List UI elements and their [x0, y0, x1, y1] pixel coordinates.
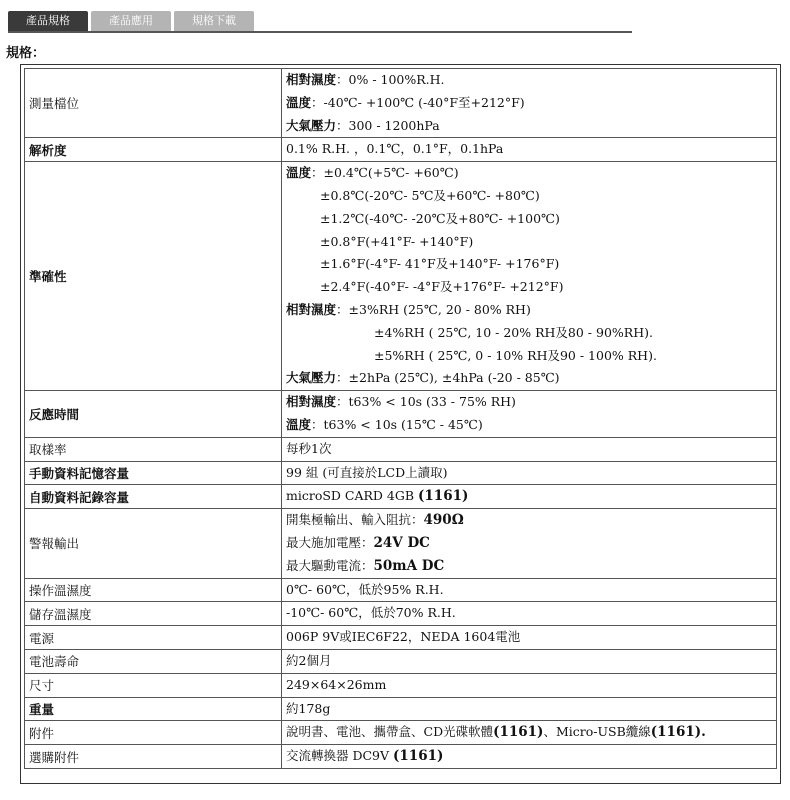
row-value	[282, 138, 777, 162]
row-value	[282, 162, 777, 391]
value-text: 每秒1次	[286, 440, 332, 456]
row-value	[282, 391, 777, 438]
value-text: ：±0.4℃(+5℃- +60℃)	[311, 165, 459, 181]
value-text: 99 組 (可直接於LCD上讀取)	[286, 464, 448, 480]
row-label: 選購附件	[25, 745, 282, 769]
value-key: 大氣壓力	[286, 370, 337, 386]
value-text: ：±2hPa (25℃), ±4hPa (-20 - 85℃)	[336, 370, 560, 386]
table-row	[25, 626, 777, 650]
row-value	[282, 485, 777, 509]
row-label: 取樣率	[25, 437, 282, 461]
value-key: 溫度	[286, 94, 312, 110]
table-row	[25, 673, 777, 697]
table-row	[25, 437, 777, 461]
row-label: 操作溫濕度	[25, 578, 282, 602]
value-text: ：0% - 100%R.H.	[336, 72, 445, 87]
tab-label: 產品規格	[26, 14, 70, 27]
value-text: ±0.8℃(-20℃- 5℃及+60℃- +80℃)	[320, 187, 540, 203]
row-label: 重量	[25, 697, 282, 721]
model-number: (1161)	[493, 724, 544, 741]
value-text: 約2個月	[286, 652, 332, 668]
value-key: 相對濕度	[286, 72, 337, 87]
tab-product-application[interactable]	[91, 11, 171, 31]
value-text: 約178g	[286, 700, 331, 716]
value-key: 溫度	[286, 165, 312, 181]
table-row	[25, 485, 777, 509]
row-value	[282, 697, 777, 721]
table-row	[25, 697, 777, 721]
value-text: ±1.2℃(-40℃- -20℃及+80℃- +100℃)	[320, 210, 560, 226]
row-label: 電源	[25, 626, 282, 650]
model-number: (1161)	[418, 488, 469, 505]
value-text: 最大驅動電流：	[286, 557, 374, 573]
value-key: 相對濕度	[286, 301, 337, 317]
row-label: 附件	[25, 721, 282, 745]
value-text: ：-40℃- +100℃ (-40°F至+212°F)	[311, 94, 525, 110]
value-text: 開集極輸出、輸入阻抗：	[286, 512, 424, 528]
value-text: ±5%RH ( 25℃, 0 - 10% RH及90 - 100% RH).	[374, 347, 657, 363]
row-value	[282, 437, 777, 461]
row-label: 準確性	[25, 162, 282, 391]
row-label: 解析度	[25, 138, 282, 162]
row-label: 自動資料記錄容量	[25, 485, 282, 509]
row-value	[282, 509, 777, 578]
table-row	[25, 745, 777, 769]
table-row	[25, 461, 777, 485]
row-value	[282, 673, 777, 697]
table-row	[25, 721, 777, 745]
value-text: -10℃- 60℃，低於70% R.H.	[286, 605, 456, 621]
value-text: ±0.8°F(+41°F- +140°F)	[320, 233, 474, 249]
row-label: 反應時間	[25, 391, 282, 438]
value-text: 、Micro-USB纜線	[543, 724, 651, 740]
table-row	[25, 162, 777, 391]
row-value	[282, 578, 777, 602]
value-text: ：±3%RH (25℃, 20 - 80% RH)	[336, 301, 531, 317]
value-key: 相對濕度	[286, 394, 337, 410]
value-text: ：t63% < 10s (15℃ - 45℃)	[311, 416, 483, 432]
table-row	[25, 138, 777, 162]
value-text: ±4%RH ( 25℃, 10 - 20% RH及80 - 90%RH).	[374, 324, 653, 340]
value-text: ±1.6°F(-4°F- 41°F及+140°F- +176°F)	[320, 256, 560, 272]
value-text: ±2.4°F(-40°F- -4°F及+176°F- +212°F)	[320, 279, 564, 295]
value-text: 最大施加電壓：	[286, 534, 374, 550]
value-text: 249×64×26mm	[286, 676, 387, 692]
tab-spec-download[interactable]	[174, 11, 254, 31]
row-value	[282, 69, 777, 138]
model-number: (1161)	[393, 748, 444, 765]
row-label: 測量檔位	[25, 69, 282, 138]
table-row	[25, 578, 777, 602]
row-label: 尺寸	[25, 673, 282, 697]
spec-table	[24, 68, 777, 769]
value-text: 0℃- 60℃，低於95% R.H.	[286, 581, 444, 597]
value-emphasis: 50mA DC	[373, 557, 445, 574]
value-emphasis: 24V DC	[373, 534, 430, 551]
value-text: microSD CARD 4GB	[286, 488, 419, 504]
tab-bar	[8, 9, 632, 33]
row-value	[282, 649, 777, 673]
model-number: (1161).	[650, 724, 706, 741]
row-label: 手動資料記憶容量	[25, 461, 282, 485]
row-value	[282, 602, 777, 626]
table-row	[25, 602, 777, 626]
table-row	[25, 649, 777, 673]
value-text: ：300 - 1200hPa	[336, 117, 440, 133]
table-row	[25, 509, 777, 578]
value-text: ：t63% < 10s (33 - 75% RH)	[336, 394, 516, 410]
value-key: 大氣壓力	[286, 117, 337, 133]
row-value	[282, 461, 777, 485]
value-text: 說明書、電池、攜帶盒、CD光碟軟體	[286, 724, 494, 740]
section-title: 規格：	[6, 46, 46, 61]
row-value	[282, 721, 777, 745]
value-text: 006P 9V或IEC6F22，NEDA 1604電池	[286, 629, 521, 645]
value-text: 交流轉換器 DC9V	[286, 748, 394, 764]
row-value	[282, 626, 777, 650]
spec-table-wrapper	[20, 64, 781, 784]
value-emphasis: 490Ω	[423, 512, 464, 529]
tab-label: 產品應用	[109, 14, 153, 27]
row-label: 儲存溫濕度	[25, 602, 282, 626]
value-key: 溫度	[286, 416, 312, 432]
table-row	[25, 391, 777, 438]
tab-label: 規格下載	[192, 14, 236, 27]
value-text: 0.1% R.H. ，0.1℃，0.1°F，0.1hPa	[286, 141, 504, 157]
tab-product-spec[interactable]	[8, 11, 88, 31]
row-label: 警報輸出	[25, 509, 282, 578]
row-value	[282, 745, 777, 769]
table-row	[25, 69, 777, 138]
row-label: 電池壽命	[25, 649, 282, 673]
